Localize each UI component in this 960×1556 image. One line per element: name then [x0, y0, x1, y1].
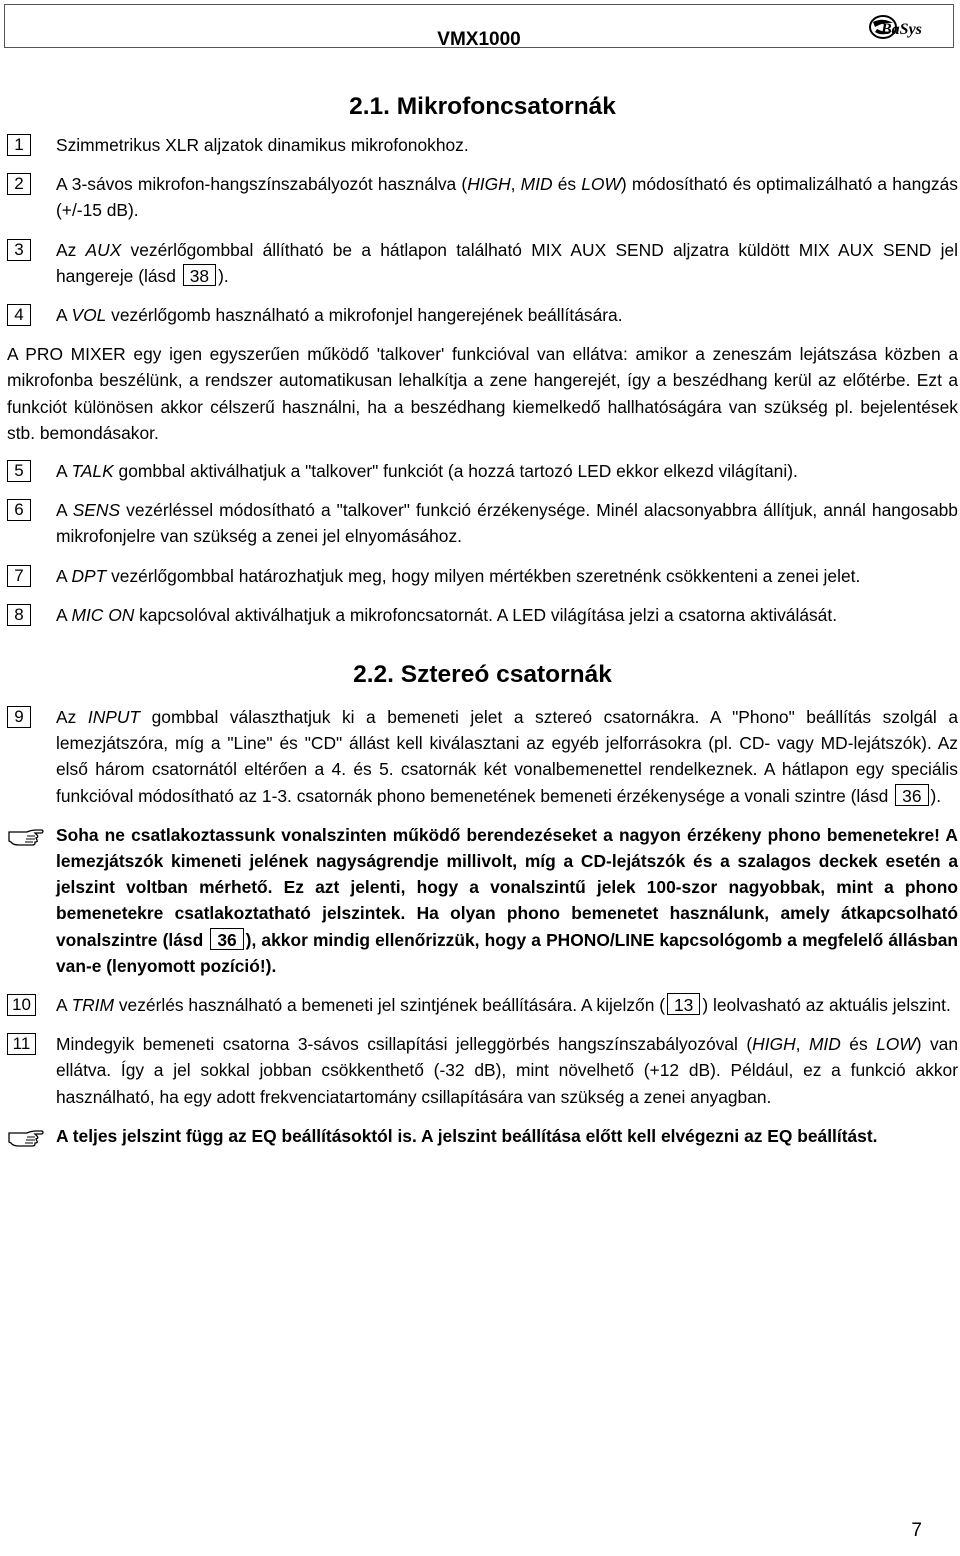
text-segment: Az: [56, 707, 88, 728]
item-number-box: 6: [7, 499, 31, 521]
page-content: [7, 90, 958, 1162]
text-segment: ).: [930, 785, 942, 806]
text-segment: ) van ellátva. Így a jel sokkal jobban csökkenthető (-32 dB), mint növelhető (+12 dB). Például, ez a funkció akkor használható, ha egy adott frekvenciatartomány csillapítására van szükség a zenei anyagban.: [56, 1034, 958, 1107]
control-name: INPUT: [87, 707, 141, 728]
reference-number-box: 36: [895, 784, 928, 806]
control-name: VOL: [71, 305, 107, 326]
item-number-box: 10: [7, 994, 36, 1016]
numbered-item-10: [7, 992, 958, 1018]
control-name: MID: [520, 174, 553, 195]
item-number-box: 5: [7, 460, 31, 482]
control-name: HIGH: [467, 174, 511, 195]
text-segment: A: [56, 461, 72, 482]
basys-logo: [867, 13, 941, 43]
item-number-box: 11: [7, 1033, 36, 1055]
item-number-box: 2: [7, 173, 31, 195]
text-segment: A 3-sávos mikrofon-hangszínszabályozót használva (: [56, 174, 468, 195]
pointing-hand-icon: [7, 824, 47, 846]
item-number-box: 9: [7, 706, 31, 728]
numbered-item-6: [7, 497, 958, 549]
item-number-box: 7: [7, 565, 31, 587]
numbered-item-11: [7, 1031, 958, 1110]
page-number: 7: [911, 1520, 922, 1541]
item-text: [56, 992, 958, 1018]
item-text: [56, 458, 958, 484]
text-segment: kapcsolóval aktiválhatjuk a mikrofoncsatornát. A LED világítása jelzi a csatorna aktiválását.: [134, 604, 838, 625]
item-text: [56, 602, 958, 628]
control-name: TALK: [71, 461, 114, 482]
text-segment: vezérlőgombbal határozhatjuk meg, hogy milyen mértékben szeretnénk csökkenteni a zenei jelet.: [106, 565, 861, 586]
reference-number-box: 13: [667, 993, 700, 1015]
text-segment: ) leolvasható az aktuális jelszint.: [702, 995, 951, 1016]
note-eq-level: [7, 1123, 958, 1149]
note-text: [56, 822, 958, 979]
control-name: HIGH: [752, 1034, 796, 1055]
numbered-item-5: [7, 458, 958, 484]
numbered-item-7: [7, 563, 958, 589]
text-segment: ,: [510, 174, 521, 195]
text-segment: ).: [218, 265, 229, 286]
numbered-item-3: [7, 237, 958, 289]
page-header: [4, 4, 954, 48]
text-segment: A teljes jelszint függ az EQ beállításoktól is. A jelszint beállítása előtt kell elvégezni az EQ beállítást.: [56, 1125, 878, 1146]
reference-number-box: 36: [210, 928, 243, 950]
text-segment: Szimmetrikus XLR aljzatok dinamikus mikrofonokhoz.: [56, 135, 469, 155]
text-segment: A: [56, 995, 72, 1016]
reference-number-box: 38: [183, 264, 216, 286]
item-text: [56, 497, 958, 549]
item-number-box: 3: [7, 239, 31, 261]
text-segment: és: [552, 174, 582, 195]
document-title: VMX1000: [437, 29, 521, 50]
numbered-item-4: [7, 302, 958, 328]
text-segment: vezérléssel módosítható a "talkover" funkció érzékenysége. Minél alacsonyabbra állítjuk, annál hangosabb mikrofonjelre van szükség a zenei jel elnyomásához.: [56, 500, 958, 547]
control-name: MIC ON: [71, 604, 135, 625]
item-text: [56, 1031, 958, 1110]
item-text: [56, 563, 958, 589]
control-name: LOW: [581, 174, 621, 195]
control-name: AUX: [85, 239, 122, 260]
text-segment: A: [56, 565, 72, 586]
section-heading-microphone-channels: 2.1. Mikrofoncsatornák: [349, 93, 616, 120]
item-text: [56, 237, 958, 289]
item-text: [56, 302, 958, 328]
text-segment: ) módosítható és optimalizálható a hangzás (+/-15 dB).: [56, 174, 958, 221]
item-text: [56, 171, 958, 223]
text-segment: A: [56, 500, 73, 521]
text-segment: A: [56, 305, 72, 326]
text-segment: Soha ne csatlakoztassunk vonalszinten működő berendezéseket a nagyon érzékeny phono bemenetekre! A lemezjátszók kimeneti jelének nagyságrendje millivolt, míg a CD-lejátszók és a szalagos deckek esetén a jelszint voltban mérhető. Ez azt jelenti, hogy a vonalszintű jelek 100-szor nagyobbak, mint a phono bemenetekre csatlakoztatható jelszintek. Ha olyan phono bemenetet használunk, amely átkapcsolható vonalszintre (lásd: [56, 824, 958, 950]
item-text: [56, 704, 958, 809]
text-segment: gombbal választhatjuk ki a bemeneti jelet a sztereó csatornákra. A "Phono" beállítás szolgál a lemezjátszóra, míg a "Line" és "CD" állást kell kiválasztani az egyéb jelforrásokra (pl. CD- vagy MD-lejátszók). Az első három csatornától eltérően a 4. és 5. csatornák két vonalbemenettel rendelkeznek. A hátlapon egy speciális funkcióval módosítható az 1-3. csatornák phono bemenetének bemeneti érzékenysége a vonali szintre (lásd: [56, 707, 958, 806]
item-number-box: 4: [7, 304, 31, 326]
numbered-item-1: [7, 132, 958, 158]
item-number-box: 1: [7, 134, 31, 156]
text-segment: vezérlés használható a bemeneti jel szintjének beállítására. A kijelzőn (: [114, 995, 666, 1016]
numbered-item-8: [7, 602, 958, 628]
item-text: [56, 132, 958, 158]
text-segment: A: [56, 604, 72, 625]
note-text: [56, 1123, 958, 1149]
pointing-hand-icon: [7, 1125, 47, 1147]
text-segment: és: [840, 1034, 877, 1055]
text-segment: gombbal aktiválhatjuk a "talkover" funkciót (a hozzá tartozó LED ekkor elkezd világítani).: [113, 461, 798, 482]
text-segment: vezérlőgombbal állítható be a hátlapon található MIX AUX SEND aljzatra küldött MIX AUX SEND jel hangereje (lásd: [56, 239, 958, 286]
talkover-paragraph: A PRO MIXER egy igen egyszerűen működő 'talkover' funkcióval van ellátva: amikor a zeneszám lejátszása közben a mikrofonba beszélünk, a rendszer automatikusan lehalkítja a zene hangerejét, így a beszédhang kerül az előtérbe. Ezt a funkciót különösen akkor célszerű használni, ha a beszédhang kiemelkedő hallhatóságára van szükség pl. bejelentések stb. bemondásakor.: [7, 344, 958, 443]
note-warning-phono: [7, 822, 958, 979]
text-segment: Mindegyik bemeneti csatorna 3-sávos csillapítási jelleggörbés hangszínszabályozóval (: [56, 1034, 753, 1055]
section-heading-stereo-channels: 2.2. Sztereó csatornák: [353, 661, 612, 689]
control-name: MID: [808, 1034, 841, 1055]
item-number-box: 8: [7, 604, 31, 626]
numbered-item-9: [7, 704, 958, 809]
control-name: SENS: [72, 500, 121, 521]
svg-text:BaSys: BaSys: [881, 21, 922, 38]
text-segment: ), akkor mindig ellenőrizzük, hogy a PHONO/LINE kapcsológomb a megfelelő állásban van-e (lenyomott pozíció!).: [56, 929, 958, 976]
numbered-item-2: [7, 171, 958, 223]
control-name: LOW: [876, 1034, 916, 1055]
control-name: TRIM: [71, 995, 114, 1016]
text-segment: Az: [56, 239, 86, 260]
text-segment: vezérlőgomb használható a mikrofonjel hangerejének beállítására.: [106, 305, 623, 326]
control-name: DPT: [71, 565, 107, 586]
text-segment: ,: [795, 1034, 809, 1055]
